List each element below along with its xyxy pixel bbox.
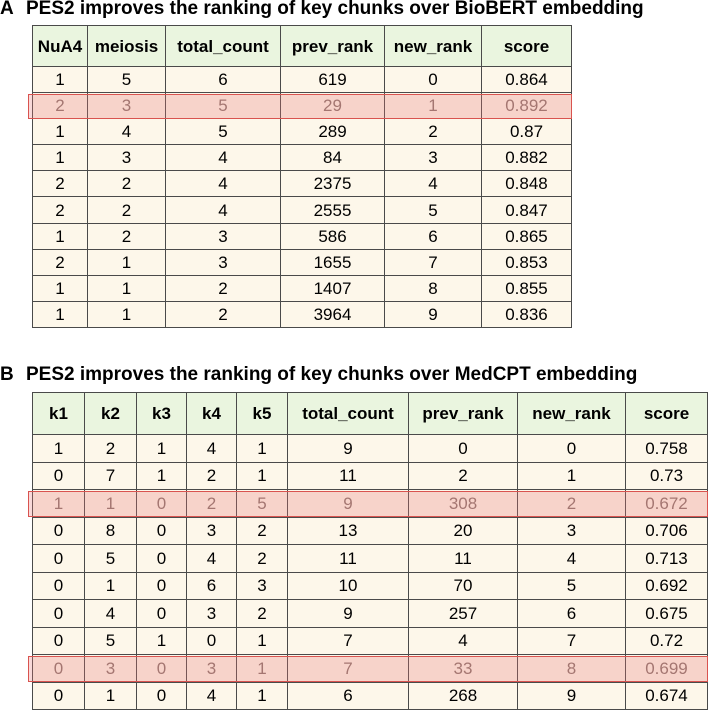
table-cell: 0.758 bbox=[626, 435, 708, 463]
table-cell: 9 bbox=[385, 301, 482, 327]
table-cell: 0 bbox=[33, 462, 85, 490]
table-cell: 2 bbox=[237, 545, 288, 573]
table-cell: 4 bbox=[166, 197, 281, 223]
table-cell: 2 bbox=[187, 490, 237, 518]
table-cell: 5 bbox=[85, 545, 137, 573]
table-cell: 1 bbox=[88, 275, 166, 301]
column-header: total_count bbox=[288, 393, 409, 435]
table-cell: 8 bbox=[85, 517, 137, 545]
table-cell: 268 bbox=[409, 682, 518, 710]
table-cell: 33 bbox=[409, 655, 518, 683]
table-cell: 11 bbox=[288, 462, 409, 490]
table-cell: 5 bbox=[237, 490, 288, 518]
table-cell: 2 bbox=[166, 275, 281, 301]
table-cell: 0.882 bbox=[482, 145, 572, 171]
table-cell: 1 bbox=[88, 249, 166, 275]
table-cell: 0 bbox=[385, 67, 482, 93]
table-cell: 0.73 bbox=[626, 462, 708, 490]
table-row bbox=[33, 655, 708, 683]
table-cell: 3 bbox=[85, 655, 137, 683]
column-header: k4 bbox=[187, 393, 237, 435]
table-row bbox=[33, 145, 572, 171]
table-cell: 70 bbox=[409, 572, 518, 600]
table-cell: 0 bbox=[137, 490, 187, 518]
table-cell: 3 bbox=[518, 517, 626, 545]
table-cell: 1 bbox=[237, 435, 288, 463]
table-cell: 1 bbox=[518, 462, 626, 490]
table-cell: 1 bbox=[137, 627, 187, 655]
table-row bbox=[33, 119, 572, 145]
table-cell: 7 bbox=[85, 462, 137, 490]
table-row bbox=[33, 197, 572, 223]
table-cell: 0.853 bbox=[482, 249, 572, 275]
table-cell: 3 bbox=[88, 145, 166, 171]
table-cell: 0.674 bbox=[626, 682, 708, 710]
table-row bbox=[33, 435, 708, 463]
table-row bbox=[33, 462, 708, 490]
column-header: meiosis bbox=[88, 26, 166, 67]
table-cell: 5 bbox=[88, 67, 166, 93]
panel-a-title-text: PES2 improves the ranking of key chunks over BioBERT embedding bbox=[26, 0, 644, 19]
panel-a-title bbox=[0, 0, 644, 20]
table-cell: 1 bbox=[33, 223, 88, 249]
column-header: score bbox=[482, 26, 572, 67]
panel-a-letter: A bbox=[0, 0, 14, 19]
table-cell: 3 bbox=[385, 145, 482, 171]
table-cell: 2 bbox=[88, 197, 166, 223]
table-cell: 1 bbox=[33, 301, 88, 327]
table-row bbox=[33, 572, 708, 600]
table-cell: 2 bbox=[237, 517, 288, 545]
table-row bbox=[33, 171, 572, 197]
table-cell: 2 bbox=[237, 600, 288, 628]
table-cell: 1 bbox=[33, 490, 85, 518]
table-cell: 4 bbox=[166, 171, 281, 197]
table-cell: 2 bbox=[88, 223, 166, 249]
table-cell: 4 bbox=[85, 600, 137, 628]
table-cell: 0.692 bbox=[626, 572, 708, 600]
table-cell: 5 bbox=[166, 93, 281, 119]
table-cell: 0.892 bbox=[482, 93, 572, 119]
table-cell: 0 bbox=[33, 627, 85, 655]
table-cell: 11 bbox=[409, 545, 518, 573]
table-cell: 0.675 bbox=[626, 600, 708, 628]
table-cell: 5 bbox=[85, 627, 137, 655]
table-cell: 0 bbox=[137, 600, 187, 628]
table-cell: 0.847 bbox=[482, 197, 572, 223]
table-cell: 3 bbox=[187, 517, 237, 545]
table-cell: 1 bbox=[85, 572, 137, 600]
table-cell: 29 bbox=[281, 93, 385, 119]
table-cell: 4 bbox=[187, 435, 237, 463]
table-row bbox=[33, 490, 708, 518]
column-header: k3 bbox=[137, 393, 187, 435]
table-cell: 4 bbox=[166, 145, 281, 171]
table-cell: 1 bbox=[85, 490, 137, 518]
table-row bbox=[33, 93, 572, 119]
table-cell: 0.699 bbox=[626, 655, 708, 683]
table-cell: 7 bbox=[385, 249, 482, 275]
table-cell: 1 bbox=[237, 682, 288, 710]
table-cell: 1 bbox=[385, 93, 482, 119]
table-cell: 0 bbox=[33, 600, 85, 628]
table-cell: 9 bbox=[288, 600, 409, 628]
table-cell: 1655 bbox=[281, 249, 385, 275]
table-row bbox=[33, 223, 572, 249]
table-cell: 2 bbox=[187, 462, 237, 490]
table-cell: 4 bbox=[518, 545, 626, 573]
table-cell: 9 bbox=[288, 490, 409, 518]
table-cell: 6 bbox=[166, 67, 281, 93]
column-header: prev_rank bbox=[281, 26, 385, 67]
table-cell: 2 bbox=[166, 301, 281, 327]
table-cell: 308 bbox=[409, 490, 518, 518]
table-cell: 7 bbox=[288, 655, 409, 683]
table-cell: 1 bbox=[237, 655, 288, 683]
table-cell: 0 bbox=[33, 572, 85, 600]
table-cell: 0.865 bbox=[482, 223, 572, 249]
table-cell: 0 bbox=[137, 682, 187, 710]
table-cell: 0.836 bbox=[482, 301, 572, 327]
table-cell: 13 bbox=[288, 517, 409, 545]
table-cell: 0.855 bbox=[482, 275, 572, 301]
table-cell: 1 bbox=[85, 682, 137, 710]
table-cell: 0.87 bbox=[482, 119, 572, 145]
table-cell: 1 bbox=[33, 435, 85, 463]
table-cell: 3 bbox=[88, 93, 166, 119]
table-cell: 289 bbox=[281, 119, 385, 145]
table-cell: 1 bbox=[237, 627, 288, 655]
table-cell: 2 bbox=[518, 490, 626, 518]
biobert-ranking-table bbox=[32, 25, 572, 328]
table-cell: 4 bbox=[187, 682, 237, 710]
table-cell: 3 bbox=[237, 572, 288, 600]
table-cell: 9 bbox=[288, 435, 409, 463]
table-cell: 0.713 bbox=[626, 545, 708, 573]
panel-b-title-text: PES2 improves the ranking of key chunks over MedCPT embedding bbox=[26, 364, 638, 385]
table-cell: 0.672 bbox=[626, 490, 708, 518]
table-cell: 1 bbox=[88, 301, 166, 327]
table-cell: 1 bbox=[33, 275, 88, 301]
table-cell: 2375 bbox=[281, 171, 385, 197]
table-cell: 1 bbox=[33, 145, 88, 171]
table-cell: 9 bbox=[518, 682, 626, 710]
table-cell: 7 bbox=[288, 627, 409, 655]
table-cell: 3 bbox=[187, 600, 237, 628]
table-cell: 0.72 bbox=[626, 627, 708, 655]
table-cell: 2 bbox=[33, 197, 88, 223]
table-cell: 1 bbox=[33, 119, 88, 145]
table-row bbox=[33, 249, 572, 275]
table-cell: 0 bbox=[33, 517, 85, 545]
table-row bbox=[33, 545, 708, 573]
column-header: new_rank bbox=[518, 393, 626, 435]
table-cell: 4 bbox=[385, 171, 482, 197]
table-cell: 586 bbox=[281, 223, 385, 249]
table-cell: 6 bbox=[288, 682, 409, 710]
table-cell: 0 bbox=[33, 655, 85, 683]
table-cell: 8 bbox=[385, 275, 482, 301]
table-cell: 257 bbox=[409, 600, 518, 628]
column-header: new_rank bbox=[385, 26, 482, 67]
table-cell: 3 bbox=[166, 223, 281, 249]
table-cell: 0.706 bbox=[626, 517, 708, 545]
table-cell: 3 bbox=[166, 249, 281, 275]
table-cell: 5 bbox=[166, 119, 281, 145]
medcpt-ranking-table bbox=[32, 392, 708, 710]
table-row bbox=[33, 627, 708, 655]
table-row bbox=[33, 682, 708, 710]
table-cell: 2 bbox=[88, 171, 166, 197]
table-cell: 10 bbox=[288, 572, 409, 600]
table-cell: 6 bbox=[518, 600, 626, 628]
table-row bbox=[33, 600, 708, 628]
table-row bbox=[33, 67, 572, 93]
table-cell: 1407 bbox=[281, 275, 385, 301]
table-cell: 1 bbox=[33, 67, 88, 93]
table-cell: 5 bbox=[518, 572, 626, 600]
table-cell: 0 bbox=[33, 682, 85, 710]
table-cell: 0.848 bbox=[482, 171, 572, 197]
table-cell: 619 bbox=[281, 67, 385, 93]
table-cell: 2 bbox=[85, 435, 137, 463]
table-cell: 7 bbox=[518, 627, 626, 655]
table-cell: 0 bbox=[187, 627, 237, 655]
table-cell: 2 bbox=[33, 93, 88, 119]
panel-b-letter: B bbox=[0, 364, 14, 385]
table-cell: 8 bbox=[518, 655, 626, 683]
table-cell: 4 bbox=[88, 119, 166, 145]
table-cell: 0 bbox=[33, 545, 85, 573]
table-cell: 0.864 bbox=[482, 67, 572, 93]
table-cell: 1 bbox=[237, 462, 288, 490]
table-cell: 5 bbox=[385, 197, 482, 223]
table-row bbox=[33, 301, 572, 327]
table-cell: 3 bbox=[187, 655, 237, 683]
table-cell: 4 bbox=[187, 545, 237, 573]
column-header: k2 bbox=[85, 393, 137, 435]
table-cell: 4 bbox=[409, 627, 518, 655]
table-cell: 6 bbox=[385, 223, 482, 249]
table-cell: 0 bbox=[137, 655, 187, 683]
table-cell: 20 bbox=[409, 517, 518, 545]
table-header-row bbox=[33, 393, 708, 435]
table-cell: 11 bbox=[288, 545, 409, 573]
column-header: k1 bbox=[33, 393, 85, 435]
column-header: NuA4 bbox=[33, 26, 88, 67]
table-cell: 0 bbox=[409, 435, 518, 463]
table-cell: 3964 bbox=[281, 301, 385, 327]
table-header-row bbox=[33, 26, 572, 67]
table-cell: 0 bbox=[137, 572, 187, 600]
table-cell: 6 bbox=[187, 572, 237, 600]
table-cell: 84 bbox=[281, 145, 385, 171]
table-cell: 0 bbox=[518, 435, 626, 463]
table-cell: 0 bbox=[137, 545, 187, 573]
column-header: prev_rank bbox=[409, 393, 518, 435]
table-cell: 2555 bbox=[281, 197, 385, 223]
table-row bbox=[33, 275, 572, 301]
panel-b-title bbox=[0, 364, 637, 386]
table-row bbox=[33, 517, 708, 545]
column-header: k5 bbox=[237, 393, 288, 435]
table-cell: 0 bbox=[137, 517, 187, 545]
column-header: score bbox=[626, 393, 708, 435]
table-cell: 2 bbox=[33, 249, 88, 275]
table-cell: 1 bbox=[137, 435, 187, 463]
table-cell: 2 bbox=[409, 462, 518, 490]
table-cell: 1 bbox=[137, 462, 187, 490]
column-header: total_count bbox=[166, 26, 281, 67]
table-cell: 2 bbox=[33, 171, 88, 197]
table-cell: 2 bbox=[385, 119, 482, 145]
